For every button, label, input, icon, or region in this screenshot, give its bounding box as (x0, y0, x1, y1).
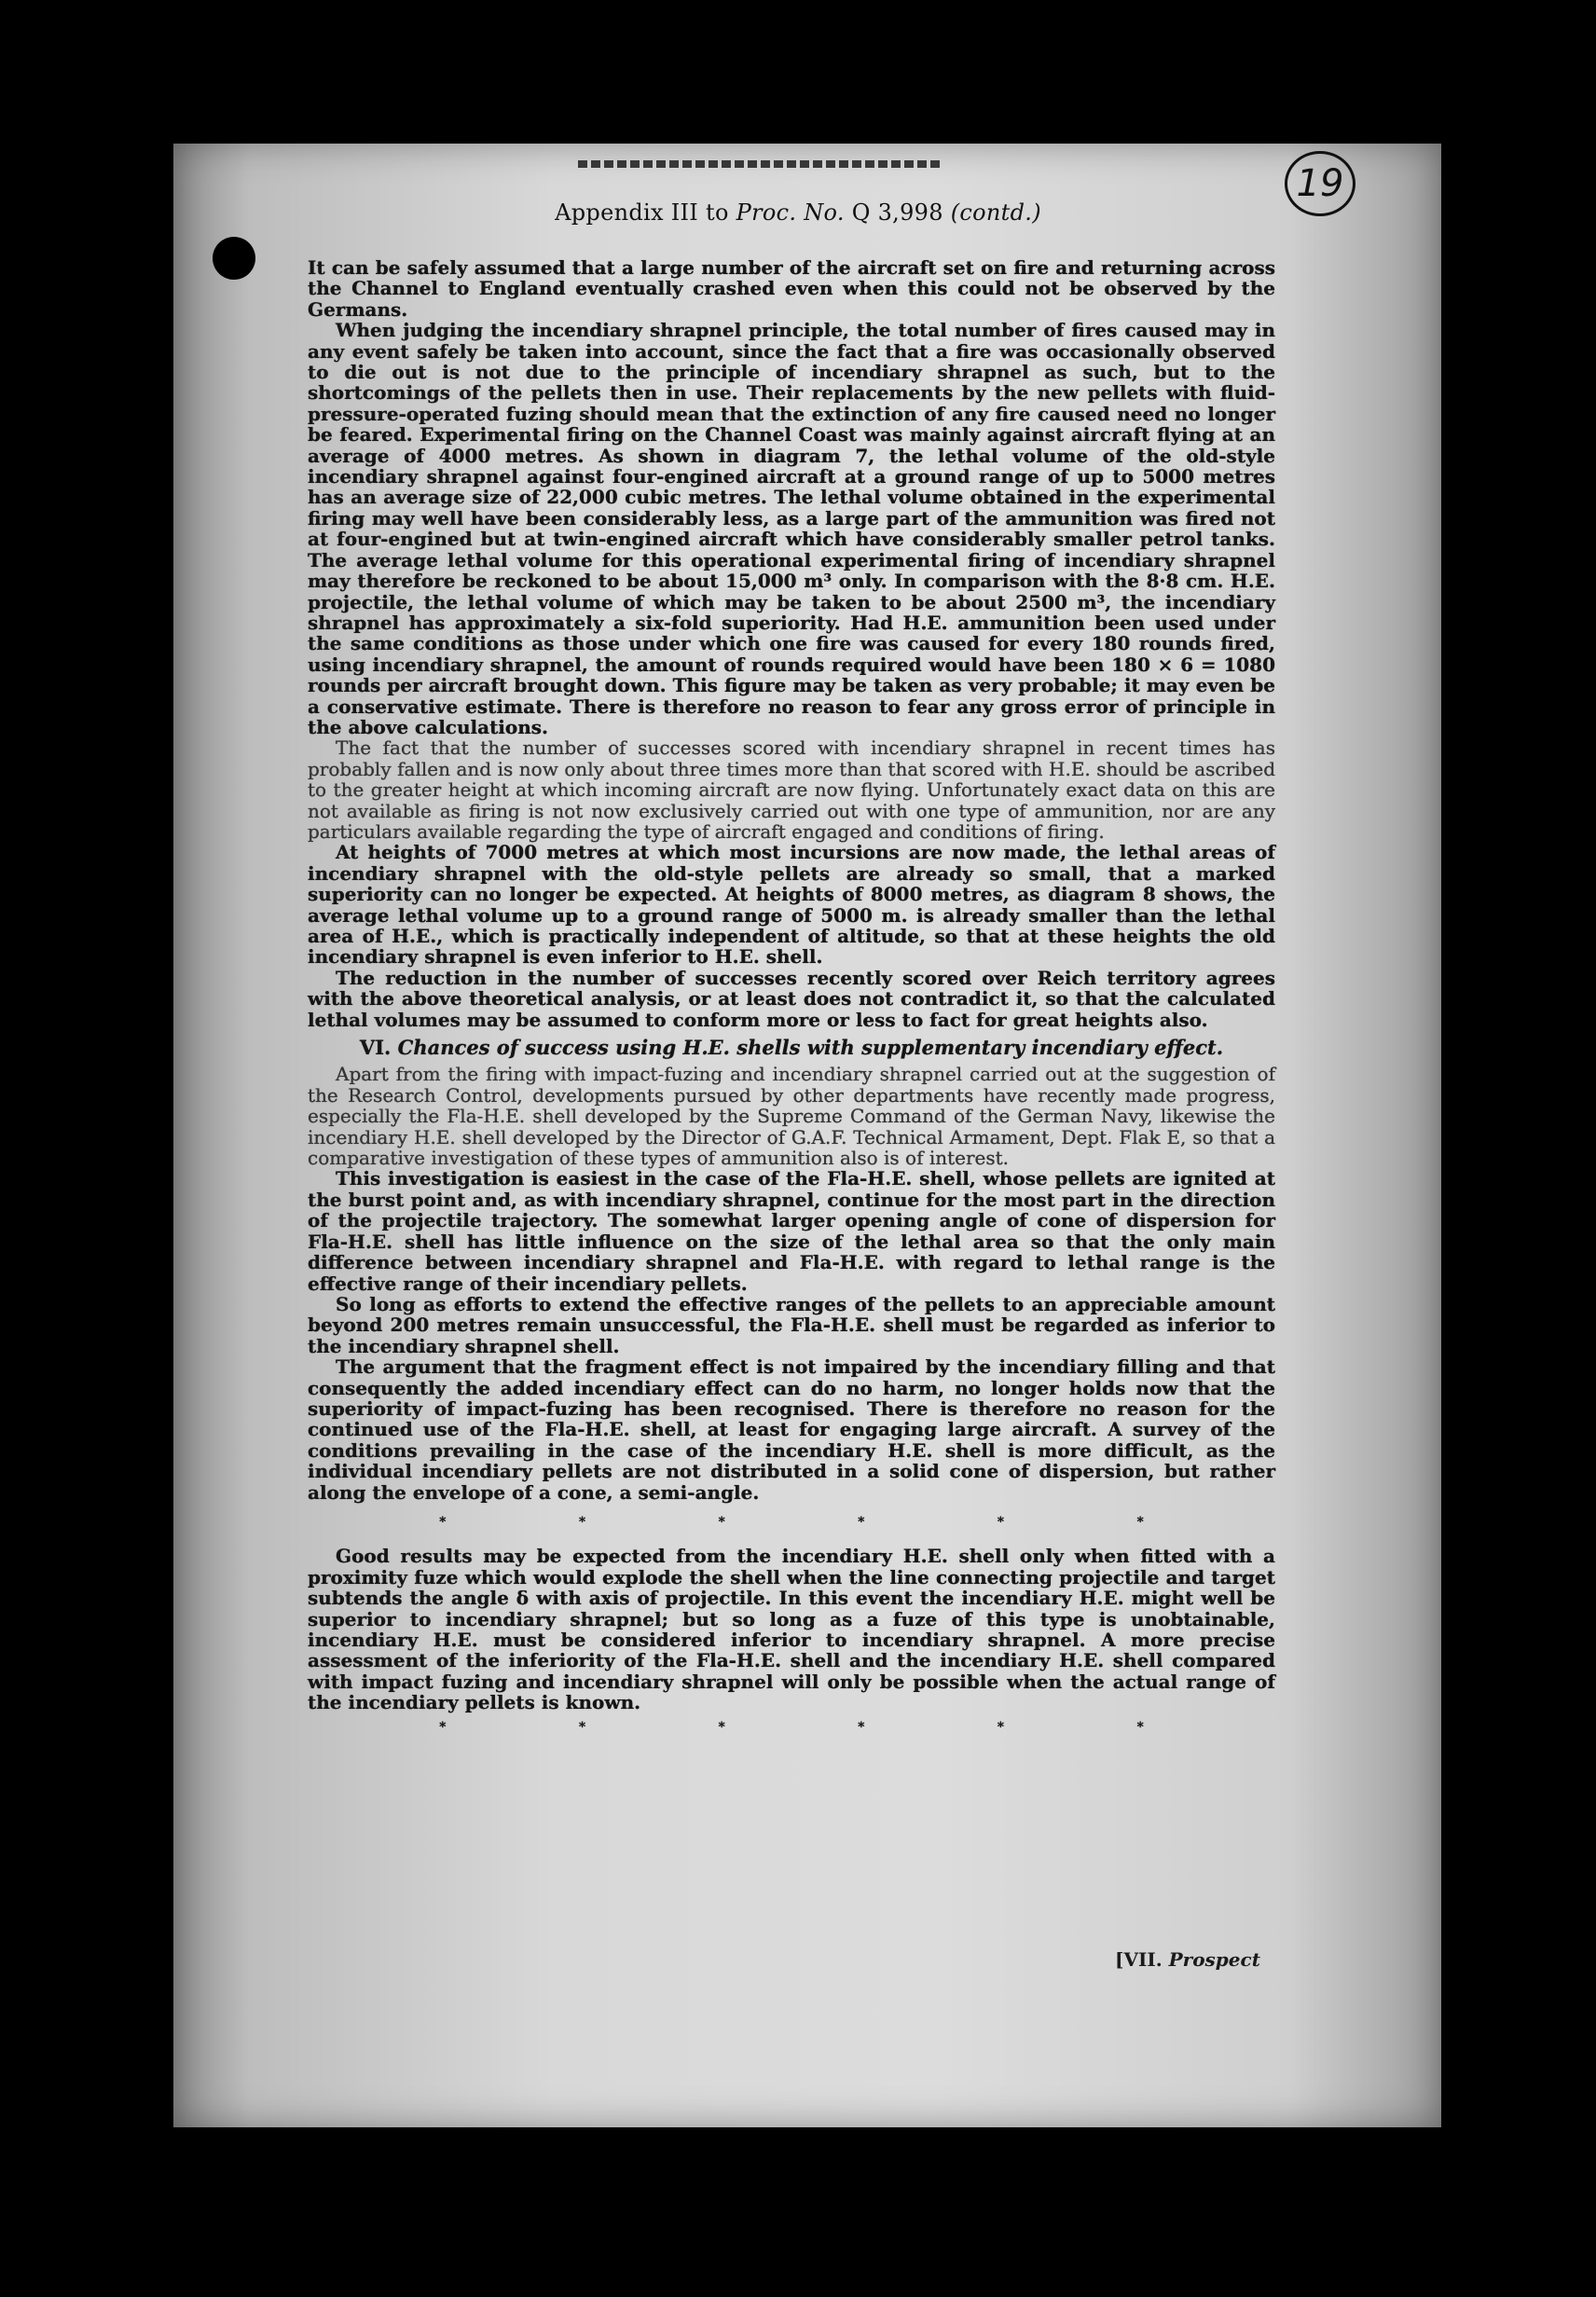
separator-star: * (718, 1514, 725, 1530)
catchword (1115, 1948, 1260, 1971)
catchword-word: Prospect (1168, 1948, 1260, 1971)
page-header (0, 199, 1596, 226)
separator-star: * (439, 1719, 447, 1735)
separator-stars (308, 1503, 1275, 1546)
document-body (308, 257, 1275, 1738)
separator-star: * (439, 1514, 447, 1530)
punch-hole (213, 237, 255, 280)
separator-star: * (718, 1719, 725, 1735)
header-prefix: Appendix III to (555, 199, 736, 226)
paragraph: The reduction in the number of successes recently scored over Reich territory agrees with the above theoretical analysis, or at least does not contradict it, so that the calculated lethal volumes may be assumed to conform more or less to fact for great heights also. (308, 966, 1275, 1031)
separator-star: * (997, 1719, 1005, 1735)
paragraph: So long as efforts to extend the effective ranges of the pellets to an appreciable amount beyond 200 metres remain unsuccessful, the Fla-H.E. shell must be regarded as inferior to the incendiary shrapnel shell. (308, 1292, 1275, 1357)
separator-star: * (997, 1514, 1005, 1530)
separator-star: * (1136, 1719, 1144, 1735)
paragraph: Apart from the firing with impact-fuzing and incendiary shrapnel carried out at the suggestion of the Research Control, developments pursued by other departments have recently made progress, especially the Fla-H.E. shell developed by the Supreme Command of the German Navy, likewise the incendiary H.E. shell developed by the Director of G.A.F. Technical Armament, Dept. Flak E, so that a comparative investigation of these types of ammunition also is of interest. (308, 1063, 1275, 1170)
paragraph: This investigation is easiest in the case of the Fla-H.E. shell, whose pellets are ignited at the burst point and, as with incendiary shrapnel, continue for the most part in the direction of the projectile trajectory. The somewhat larger opening angle of cone of dispersion for Fla-H.E. shell has little influence on the size of the lethal area so that the only main difference between incendiary shrapnel and Fla-H.E. with regard to lethal range is the effective range of their incendiary pellets. (308, 1167, 1275, 1295)
section-title: Chances of success using H.E. shells with supplementary incendiary effect. (397, 1036, 1224, 1060)
header-ref: Q 3,998 (844, 199, 951, 226)
paragraph: When judging the incendiary shrapnel principle, the total number of fires caused may in any event safely be taken into account, since the fact that a fire was occasionally observed to die out is not due to the principle of incendiary shrapnel as such, but to the shortcomings of the pellets then in use. Their replacements by the new pellets with fluid-pressure-operated fuzing should mean that the extinction of any fire caused need no longer be feared. Experimental firing on the Channel Coast was mainly against aircraft flying at an average of 4000 metres. As shown in diagram 7, the lethal volume of the old-style incendiary shrapnel against four-engined aircraft at a ground range of up to 5000 metres has an average size of 22,000 cubic metres. The lethal volume obtained in the experimental firing may well have been considerably less, as a large part of the ammunition was fired not at four-engined but at twin-engined aircraft which have considerably smaller petrol tanks. The average lethal volume for this operational experimental firing of incendiary shrapnel may therefore be reckoned to be about 15,000 m³ only. In comparison with the 8·8 cm. H.E. projectile, the lethal volume of which may be taken to be about 2500 m³, the incendiary shrapnel has approximately a six-fold superiority. Had H.E. ammunition been used under the same conditions as those under which one fire was caused for every 180 rounds fired, using incendiary shrapnel, the amount of rounds required would have been 180 × 6 = 1080 rounds per aircraft brought down. This figure may be taken as very probable; it may even be a conservative estimate. There is therefore no reason to fear any gross error of principle in the above calculations. (308, 319, 1275, 738)
header-proc: Proc. No. (736, 199, 845, 226)
header-contd: (contd.) (950, 199, 1041, 226)
separator-star: * (858, 1719, 865, 1735)
catchword-prefix: [VII. (1115, 1948, 1169, 1971)
paragraph: At heights of 7000 metres at which most incursions are now made, the lethal areas of incendiary shrapnel with the old-style pellets are already so small, that a marked superiority can no longer be expected. At heights of 8000 metres, as diagram 8 shows, the average lethal volume up to a ground range of 5000 m. is already smaller than the lethal area of H.E., which is practically independent of altitude, so that at these heights the old incendiary shrapnel is even inferior to H.E. shell. (308, 841, 1275, 969)
separator-stars (308, 1713, 1275, 1738)
section-number: VI. (359, 1036, 392, 1060)
separator-star: * (1136, 1514, 1144, 1530)
paragraph: The argument that the fragment effect is not impaired by the incendiary filling and that consequently the added incendiary effect can do no harm, no longer holds now that the superiority of impact-fuzing has been recognised. There is therefore no reason for the continued use of the Fla-H.E. shell, at least for engaging large aircraft. A survey of the conditions prevailing in the case of the incendiary H.E. shell is more difficult, as the individual incendiary pellets are not distributed in a solid cone of dispersion, but rather along the envelope of a cone, a semi-angle. (308, 1355, 1275, 1504)
paragraph: Good results may be expected from the incendiary H.E. shell only when fitted with a proximity fuze which would explode the shell when the line connecting projectile and target subtends the angle δ with axis of projectile. In this event the incendiary H.E. might well be superior to incendiary shrapnel; but so long as a fuze of this type is unobtainable, incendiary H.E. must be considered inferior to incendiary shrapnel. A more precise assessment of the inferiority of the Fla-H.E. shell and the incendiary H.E. shell compared with impact fuzing and incendiary shrapnel will only be possible when the actual range of the incendiary pellets is known. (308, 1545, 1275, 1714)
separator-star: * (578, 1514, 586, 1530)
separator-star: * (858, 1514, 865, 1530)
header-stamp-strip (578, 160, 942, 168)
section-heading (308, 1038, 1275, 1058)
paragraph: The fact that the number of successes scored with incendiary shrapnel in recent times has probably fallen and is now only about three times more than that scored with H.E. should be ascribed to the greater height at which incoming aircraft are now flying. Unfortunately exact data on this are not available as firing is not now exclusively carried out with one type of ammunition, nor are any particulars available regarding the type of aircraft engaged and conditions of firing. (308, 736, 1275, 843)
separator-star: * (578, 1719, 586, 1735)
paragraph: It can be safely assumed that a large number of the aircraft set on fire and returning across the Channel to England eventually crashed even when this could not be observed by the Germans. (308, 256, 1275, 321)
page-number: 19 (1285, 151, 1355, 216)
